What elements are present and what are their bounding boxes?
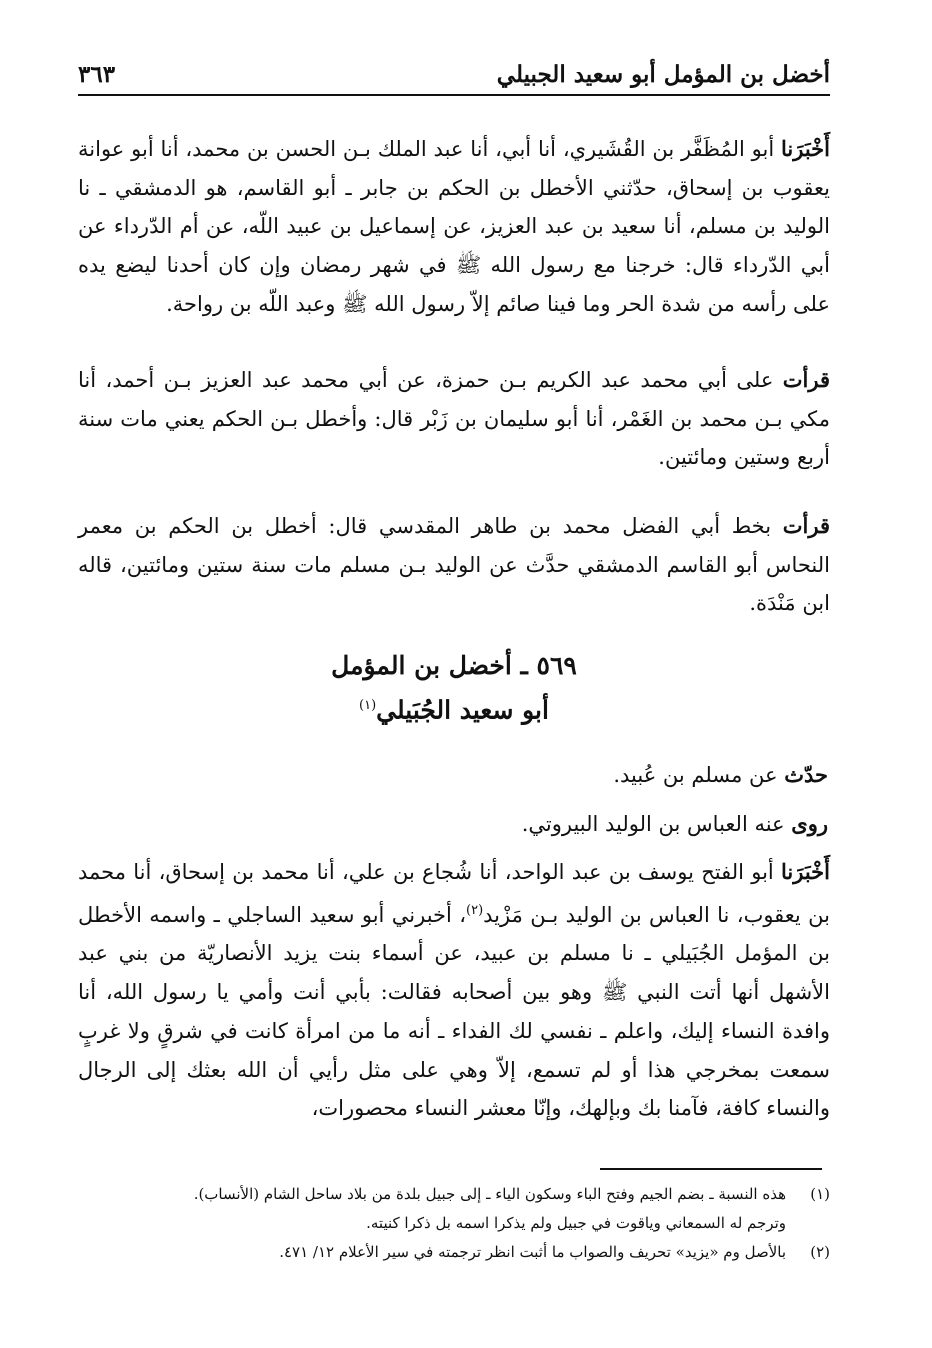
paragraph-text: بخط أبي الفضل محمد بن طاهر المقدسي قال: أخطل بن الحكم بن معمر النحاس أبو القاسم الدمشقي حدَّث عن الوليد بـن مسلم مات سنة ستين ومائتين، قاله ابن مَنْدَة.	[78, 514, 830, 616]
footnote-number: (١)	[810, 1185, 830, 1203]
footnote-separator	[600, 1168, 822, 1170]
keyword-akhbarana: أَخْبَرَنا	[781, 859, 830, 884]
entry-kunya	[78, 686, 830, 730]
footnote-2	[78, 1238, 830, 1267]
page-number: ٣٦٣	[78, 61, 116, 88]
paragraph-text-continued: ، أخبرني أبو سعيد الساجلي ـ واسمه الأخطل بن المؤمل الجُبَيلي ـ نا مسلم بن عبيد، عن أسماء بنت يزيد الأنصاريّة من بني عبد الأشهل أنها أتت النبي ﷺ وهو بين أصحابه فقالت: بأبي أنت وأمي يا رسول الله، أنا وافدة النساء إليك، واعلم ـ نفسي لك الفداء ـ أنه ما من امرأة كانت في شرقٍ ولا غربٍ سمعت بمخرجي هذا أو لم تسمع، إلاّ وهي على مثل رأيي أن الله بعثك إلى الرجال والنساء كافة، فآمنا بك وبإلهك، وإنّا معشر النساء محصورات،	[78, 902, 830, 1121]
paragraph-akhbarana-2	[78, 853, 830, 1128]
main-text-section-4	[78, 853, 830, 1128]
line-text: عنه العباس بن الوليد البيروتي.	[521, 812, 792, 836]
keyword-qaraat: قرأت	[782, 513, 830, 538]
running-title: أخضل بن المؤمل أبو سعيد الجبيلي	[496, 61, 830, 88]
footnote-text: بالأصل وم «يزيد» تحريف والصواب ما أثبت انظر ترجمته في سير الأعلام ١٢/ ٤٧١.	[279, 1243, 786, 1261]
paragraph-qaraat-2	[78, 507, 830, 623]
paragraph-akhbarana-1	[78, 130, 830, 324]
footnote-1	[78, 1180, 830, 1209]
main-text-section-1	[78, 130, 830, 324]
footnote-number	[786, 1209, 830, 1238]
entry-kunya-text: أبو سعيد الجُبَيلي	[376, 695, 549, 725]
keyword-haddatha: حدّث	[784, 762, 828, 787]
entry-heading	[78, 646, 830, 730]
footnote-1-continued	[78, 1209, 830, 1238]
footnotes	[78, 1180, 830, 1267]
page-header	[78, 52, 830, 96]
rawa-line	[522, 811, 828, 836]
footnote-number: (٢)	[810, 1243, 830, 1261]
footnote-text: هذه النسبة ـ بضم الجيم وفتح الباء وسكون الياء ـ إلى جبيل بلدة من بلاد ساحل الشام (الأنساب).	[193, 1185, 786, 1203]
keyword-rawa: روى	[791, 811, 828, 836]
footnote-marker-1: (١)	[359, 698, 377, 713]
paragraph-qaraat-1	[78, 361, 830, 477]
keyword-akhbarana: أَخْبَرَنا	[781, 136, 830, 161]
footnote-text: وترجم له السمعاني وياقوت في جبيل ولم يذكرا اسمه بل ذكرا كنيته.	[366, 1214, 786, 1232]
paragraph-text: على أبي محمد عبد الكريم بـن حمزة، عن أبي محمد عبد العزيز بـن أحمد، أنا مكي بـن محمد بن الغَمْر، أنا أبو سليمان بن زَبْر قال: وأخطل بـن الحكم يعني مات سنة أربع وستين ومائتين.	[78, 368, 830, 470]
footnote-marker-2: (٢)	[466, 902, 484, 918]
paragraph-text: أبو المُظَفَّر بن القُشَيري، أنا أبي، أنا عبد الملك بـن الحسن بن محمد، أنا أبو عوانة يعقوب بن إسحاق، حدّثني الأخطل بن الحكم بن جابر ـ أبو القاسم، هو الدمشقي ـ نا الوليد بن مسلم، أنا سعيد بن عبد العزيز، عن إسماعيل بن عبيد اللّه، عن أم الدّرداء عن أبي الدّرداء قال: خرجنا مع رسول الله ﷺ في شهر رمضان وإن كان أحدنا ليضع يده على رأسه من شدة الحر وما فينا صائم إلاّ رسول الله ﷺ وعبد اللّه بن رواحة.	[78, 137, 830, 316]
entry-title: ٥٦٩ ـ أخضل بن المؤمل	[331, 651, 577, 680]
keyword-qaraat: قرأت	[782, 367, 830, 392]
paragraph-text: أبو الفتح يوسف بن عبد الواحد، أنا شُجاع بن علي، أنا محمد بن إسحاق، أنا محمد بن يعقوب، نا العباس بن الوليد بـن مَزْيد	[78, 860, 830, 927]
main-text-section-3	[78, 507, 830, 623]
line-text: عن مسلم بن عُبيد.	[613, 763, 785, 787]
main-text-section-2	[78, 361, 830, 477]
haddatha-line	[613, 762, 828, 787]
